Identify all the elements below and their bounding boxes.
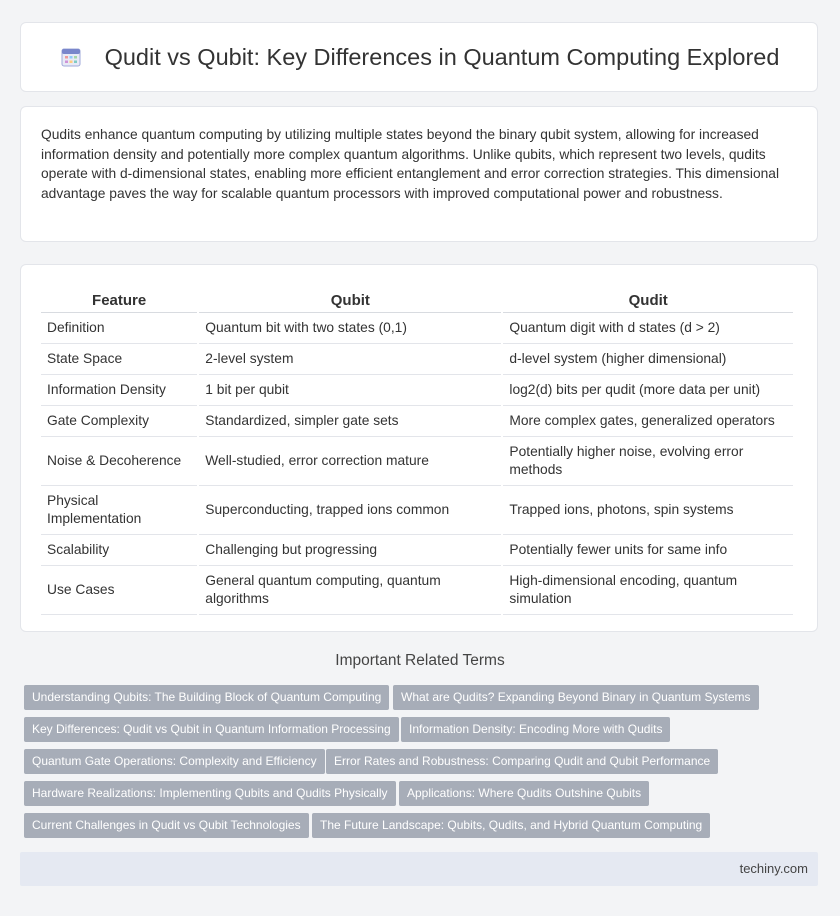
table-cell: Superconducting, trapped ions common [199, 486, 501, 535]
table-cell: Definition [41, 313, 197, 344]
header-qudit: Qudit [503, 283, 793, 313]
intro-card [20, 106, 818, 242]
intro-paragraph: Qudits enhance quantum computing by utilizing multiple states beyond the binary qubit system, allowing for increased information density and potentially more complex quantum algorithms. Unlike qubits, which represent two levels, qudits operate with d-dimensional states, enabling more efficient entanglement and error correction strategies. This dimensional advantage paves the way for scalable quantum processors with improved computational power and robustness. [41, 127, 780, 201]
table-cell: More complex gates, generalized operators [503, 406, 793, 437]
related-terms-title: Important Related Terms [335, 652, 505, 669]
page-title: Qudit vs Qubit: Key Differences in Quantum Computing Explored [104, 43, 780, 70]
table-row [41, 406, 793, 437]
related-term-link[interactable]: Current Challenges in Qudit vs Qubit Technologies [24, 813, 309, 838]
table-cell: Potentially higher noise, evolving error methods [503, 437, 793, 486]
related-term-link[interactable]: Quantum Gate Operations: Complexity and Efficiency [24, 749, 325, 774]
table-cell: High-dimensional encoding, quantum simulation [503, 566, 793, 615]
calendar-icon [59, 45, 83, 69]
table-row [41, 566, 793, 615]
table-cell: Noise & Decoherence [41, 437, 197, 486]
table-cell: Physical Implementation [41, 486, 197, 535]
table-cell: Scalability [41, 535, 197, 566]
table-row [41, 535, 793, 566]
table-row [41, 313, 793, 344]
table-cell: d-level system (higher dimensional) [503, 344, 793, 375]
table-row [41, 437, 793, 486]
table-cell: Information Density [41, 375, 197, 406]
table-cell: Quantum digit with d states (d > 2) [503, 313, 793, 344]
table-cell: Trapped ions, photons, spin systems [503, 486, 793, 535]
related-term-link[interactable]: Applications: Where Qudits Outshine Qubits [399, 781, 649, 806]
related-term-link[interactable]: What are Qudits? Expanding Beyond Binary in Quantum Systems [393, 685, 759, 710]
footer-site-link[interactable]: techiny.com [739, 861, 808, 876]
table-cell: 2-level system [199, 344, 501, 375]
related-term-link[interactable]: The Future Landscape: Qubits, Qudits, and Hybrid Quantum Computing [312, 813, 710, 838]
table-cell: Quantum bit with two states (0,1) [199, 313, 501, 344]
related-term-link[interactable]: Understanding Qubits: The Building Block of Quantum Computing [24, 685, 389, 710]
related-term-link[interactable]: Information Density: Encoding More with Qudits [401, 717, 670, 742]
page-header [20, 22, 818, 92]
table-row [41, 344, 793, 375]
table-cell: Challenging but progressing [199, 535, 501, 566]
comparison-card [20, 264, 818, 632]
table-cell: log2(d) bits per qudit (more data per unit) [503, 375, 793, 406]
header-feature: Feature [41, 283, 197, 313]
header-qubit: Qubit [199, 283, 501, 313]
footer [20, 852, 818, 886]
table-cell: Use Cases [41, 566, 197, 615]
related-term-link[interactable]: Hardware Realizations: Implementing Qubits and Qudits Physically [24, 781, 396, 806]
comparison-table [39, 283, 795, 615]
table-cell: Potentially fewer units for same info [503, 535, 793, 566]
table-cell: Standardized, simpler gate sets [199, 406, 501, 437]
table-row [41, 486, 793, 535]
table-cell: Gate Complexity [41, 406, 197, 437]
table-cell: General quantum computing, quantum algorithms [199, 566, 501, 615]
related-term-link[interactable]: Error Rates and Robustness: Comparing Qudit and Qubit Performance [326, 749, 718, 774]
table-row [41, 375, 793, 406]
table-header-row [41, 283, 793, 313]
table-cell: Well-studied, error correction mature [199, 437, 501, 486]
table-cell: 1 bit per qubit [199, 375, 501, 406]
related-term-link[interactable]: Key Differences: Qudit vs Qubit in Quantum Information Processing [24, 717, 399, 742]
table-cell: State Space [41, 344, 197, 375]
